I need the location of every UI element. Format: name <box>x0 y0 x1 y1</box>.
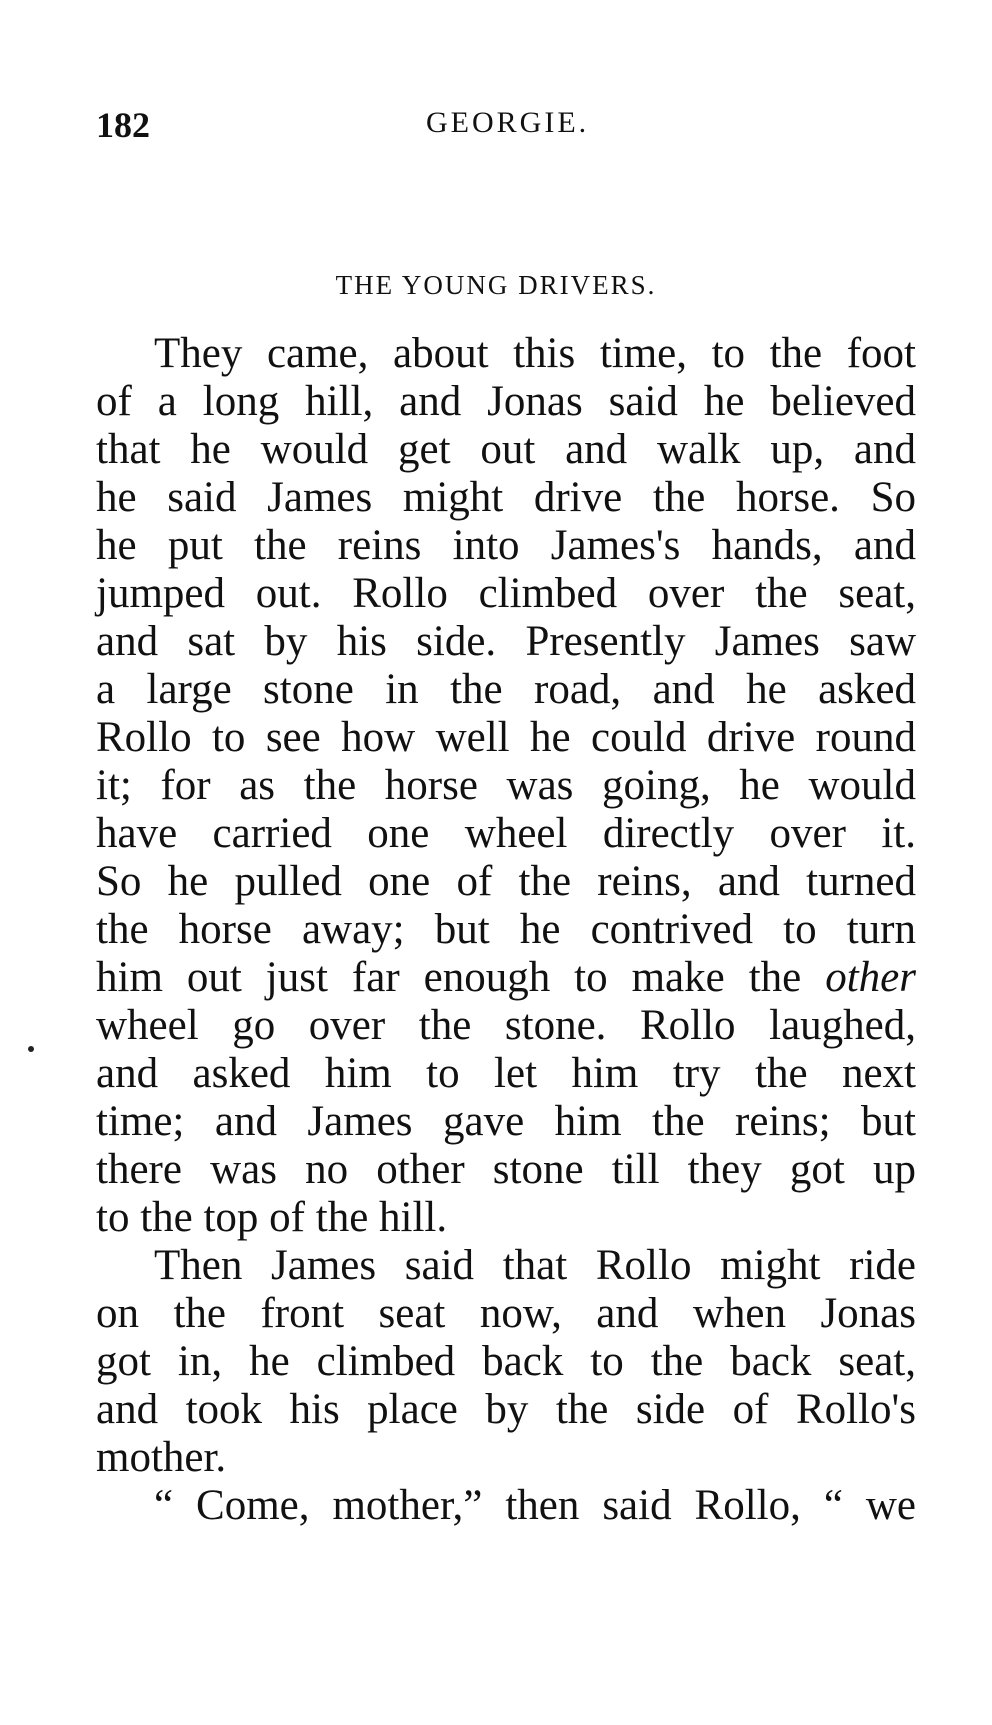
book-title: GEORGIE. <box>426 106 590 139</box>
body-text <box>96 330 916 1530</box>
running-head <box>96 104 916 144</box>
text-line: and asked him to let him try the next <box>96 1050 916 1097</box>
text-line: on the front seat now, and when Jonas <box>96 1290 916 1337</box>
chapter-title: THE YOUNG DRIVERS. <box>335 270 657 300</box>
margin-dot <box>28 1046 34 1052</box>
text-line: They came, about this time, to the foot <box>154 330 916 377</box>
text-line: wheel go over the stone. Rollo laughed, <box>96 1002 916 1049</box>
text-line: a large stone in the road, and he asked <box>96 666 916 713</box>
text-line: there was no other stone till they got up <box>96 1146 916 1193</box>
text-line: he said James might drive the horse. So <box>96 474 916 521</box>
text-line: he put the reins into James's hands, and <box>96 522 916 569</box>
text-line: to the top of the hill. <box>96 1194 448 1241</box>
text-line: “ Come, mother,” then said Rollo, “ we <box>154 1482 916 1529</box>
text-line: have carried one wheel directly over it. <box>96 810 916 857</box>
text-line: Rollo to see how well he could drive round <box>96 714 916 761</box>
text-line: time; and James gave him the reins; but <box>96 1098 916 1145</box>
text-line: that he would get out and walk up, and <box>96 426 916 473</box>
text-line: mother. <box>96 1434 227 1481</box>
italic-word: other <box>825 954 917 1001</box>
text-line: and sat by his side. Presently James saw <box>96 618 916 665</box>
text-line: the horse away; but he contrived to turn <box>96 906 916 953</box>
page-number: 182 <box>96 105 150 145</box>
text-line: So he pulled one of the reins, and turned <box>96 858 916 905</box>
text-line-with-italic <box>96 954 916 1002</box>
text-line: Then James said that Rollo might ride <box>154 1242 916 1289</box>
text-segment: him out just far enough to make the <box>96 954 802 1001</box>
text-line: it; for as the horse was going, he would <box>96 762 916 809</box>
text-line: got in, he climbed back to the back seat, <box>96 1338 916 1385</box>
text-line: jumped out. Rollo climbed over the seat, <box>96 570 916 617</box>
text-line: and took his place by the side of Rollo's <box>96 1386 916 1433</box>
text-line: of a long hill, and Jonas said he believed <box>96 378 916 425</box>
